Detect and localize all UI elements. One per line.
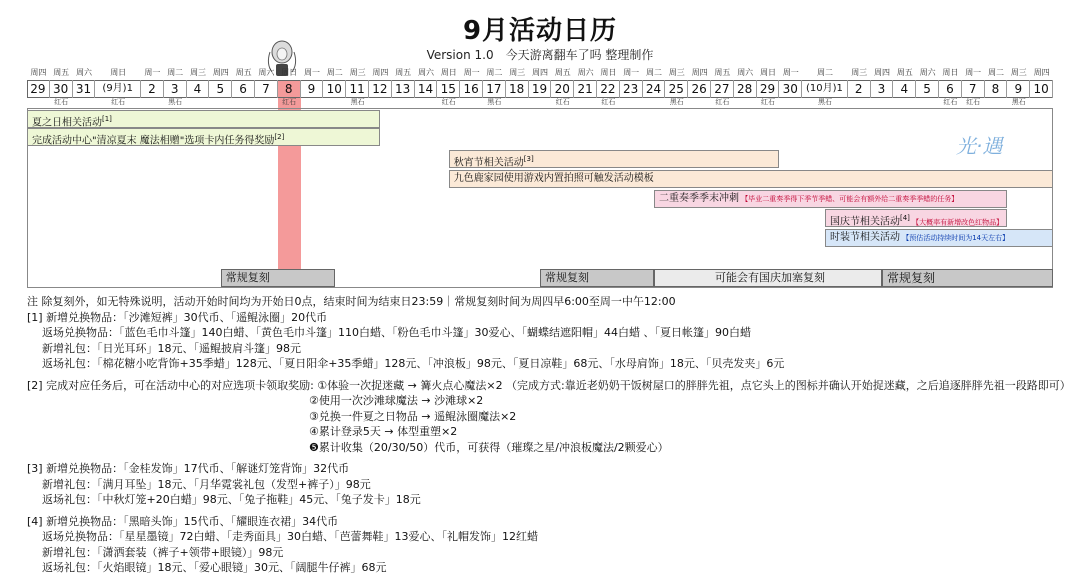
event-note-ref: [3] <box>523 155 534 163</box>
candle-marker: 红石 <box>966 98 981 106</box>
weekday-label: 周日 <box>281 68 298 77</box>
weekday-label: 周四 <box>1033 68 1050 77</box>
weekday-label: 周日 <box>440 68 457 77</box>
weekday-label: 周五 <box>53 68 70 77</box>
brand-mark: 光·遇 <box>956 134 1003 158</box>
refresh-bar: 常规复刻 <box>221 269 335 287</box>
day-number-cell: 4 <box>893 80 916 98</box>
day-number-cell: 29 <box>27 80 50 98</box>
day-number-cell: (10月)1 <box>802 80 848 98</box>
event-bar-label: 国庆节相关活动 <box>830 216 900 227</box>
event-note-ref: [2] <box>274 133 285 141</box>
weekday-label: 周五 <box>554 68 571 77</box>
weekday-label: 周二 <box>486 68 503 77</box>
weekday-label: 周六 <box>577 68 594 77</box>
note-1-line: 新增礼包：「日光耳环」18元、「遥鲲披肩斗篷」98元 <box>42 341 301 355</box>
day-number-cell: 3 <box>871 80 894 98</box>
note-2-line: ③兑换一件夏之日物品 → 遥鲲泳圈魔法×2 <box>309 409 517 423</box>
weekday-label: 周日 <box>600 68 617 77</box>
weekday-label: 周六 <box>417 68 434 77</box>
event-bar-moon <box>449 150 780 168</box>
candle-marker: 红石 <box>943 98 958 106</box>
weekday-label: 周五 <box>714 68 731 77</box>
weekday-label: 周四 <box>691 68 708 77</box>
candle-marker: 黑石 <box>487 98 502 106</box>
weekday-label: 周二 <box>326 68 343 77</box>
candle-marker: 黑石 <box>1011 98 1026 106</box>
note-2-line: ❺累计收集（20/30/50）代币，可获得（璀璨之星/冲浪板魔法/2颗爱心） <box>309 440 669 454</box>
weekday-label: 周二 <box>645 68 662 77</box>
notes-section <box>27 294 1071 576</box>
note-3-line: [3] 新增兑换物品：「金桂发饰」17代币、「解谜灯笼背饰」32代币 <box>27 462 350 475</box>
day-number-cell: 30 <box>779 80 802 98</box>
event-bar-fashion <box>825 229 1053 247</box>
event-extra-note: 【毕业二重奏季得下季节季蜡、可能会有额外给二重奏季季蜡的任务】 <box>739 195 959 203</box>
day-number-cell: 2 <box>141 80 164 98</box>
candle-marker: 红石 <box>441 98 456 106</box>
event-bar-deer <box>449 170 1053 188</box>
refresh-bar: 常规复刻 <box>540 269 654 287</box>
event-extra-note: 【大概率有新增改色红物品】 <box>909 218 1004 227</box>
weekday-label: 周三 <box>349 68 366 77</box>
day-number-cell: 28 <box>734 80 757 98</box>
day-number-cell: 5 <box>916 80 939 98</box>
candle-marker: 红石 <box>282 98 297 106</box>
day-number-cell: 26 <box>688 80 711 98</box>
day-number-cell: 24 <box>643 80 666 98</box>
candle-marker: 红石 <box>54 98 69 106</box>
day-number-cell: 13 <box>392 80 415 98</box>
weekday-label: 周日 <box>759 68 776 77</box>
day-number-cell: 16 <box>460 80 483 98</box>
candle-marker: 红石 <box>715 98 730 106</box>
weekday-label: 周一 <box>782 68 799 77</box>
weekday-label: 周日 <box>110 68 127 77</box>
day-number-cell: 25 <box>665 80 688 98</box>
weekday-label: 周一 <box>144 68 161 77</box>
day-number-cell: 8 <box>985 80 1008 98</box>
note-4-line: 返场兑换物品：「星星墨镜」72白蜡、「走秀面具」30白蜡、「芭蕾舞鞋」13爱心、「礼帽发饰」12红蜡 <box>42 530 538 543</box>
day-number-cell: 22 <box>597 80 620 98</box>
event-bar-label: 九色鹿家园使用游戏内置拍照可触发活动模板 <box>453 173 654 184</box>
weekday-label: 周三 <box>189 68 206 77</box>
day-number-cell: 4 <box>187 80 210 98</box>
event-extra-note: 【预估活动持续时间为14天左右】 <box>900 234 1010 242</box>
weekday-label: 周二 <box>167 68 184 77</box>
event-bar-duet <box>654 190 1007 208</box>
weekday-label: 周一 <box>623 68 640 77</box>
weekday-label: 周一 <box>303 68 320 77</box>
weekday-label: 周五 <box>235 68 252 77</box>
day-number-cell: 18 <box>506 80 529 98</box>
note-2-head: [2] 完成对应任务后，可在活动中心的对应选项卡领取奖励: ①体验一次捉迷藏 → 篝火点心魔法×2 （完成方式:靠近老奶奶干饭树屋口的胖胖先祖，点它头上的图标并确认开始捉迷藏，之后追逐胖胖先祖一段路即可） <box>27 378 1071 392</box>
candle-marker: 红石 <box>601 98 616 106</box>
day-number-cell: 5 <box>209 80 232 98</box>
day-number-cell: 27 <box>711 80 734 98</box>
day-number-cell: 17 <box>483 80 506 98</box>
day-number-cell: 3 <box>164 80 187 98</box>
weekday-label: 周三 <box>509 68 526 77</box>
weekday-label: 周四 <box>531 68 548 77</box>
day-number-cell: 21 <box>574 80 597 98</box>
candle-marker: 红石 <box>760 98 775 106</box>
note-1-line: 返场兑换物品：「蓝色毛巾斗篷」140白蜡、「黄色毛巾斗篷」110白蜡、「粉色毛巾斗篷」30爱心、「蝴蝶结遮阳帽」44白蜡 、「夏日帐篷」90白蜡 <box>42 326 751 339</box>
weekday-label: 周一 <box>965 68 982 77</box>
note-1-line: 返场礼包：「棉花糖小吃背饰+35季蜡」128元、「夏日阳伞+35季蜡」128元、「冲浪板」98元、「夏日凉鞋」68元、「水母肩饰」18元、「贝壳发夹」6元 <box>42 357 785 370</box>
event-bar-national <box>825 209 1007 227</box>
day-number-cell: 31 <box>73 80 96 98</box>
candle-marker: 黑石 <box>168 98 183 106</box>
note-4-line: 返场礼包：「火焰眼镜」18元、「爱心眼镜」30元、「阔腿牛仔裤」68元 <box>42 561 387 574</box>
weekday-label: 周四 <box>372 68 389 77</box>
day-number-cell: 11 <box>346 80 369 98</box>
weekday-label: 周六 <box>737 68 754 77</box>
event-bar-label: 二重奏季季末冲刺 <box>659 193 739 204</box>
note-3-line: 新增礼包：「满月耳坠」18元、「月华霓裳礼包（发型+裤子）」98元 <box>42 477 371 491</box>
event-note-ref: [4] <box>900 214 910 222</box>
event-bar-cool <box>27 128 380 146</box>
candle-marker: 黑石 <box>817 98 832 106</box>
weekday-label: 周四 <box>30 68 47 77</box>
event-bar-label: 时装节相关活动 <box>830 232 900 243</box>
weekday-label: 周二 <box>987 68 1004 77</box>
note-2-line: ④累计登录5天 → 体型重塑×2 <box>309 425 458 438</box>
weekday-label: 周四 <box>212 68 229 77</box>
day-number-cell: 12 <box>369 80 392 98</box>
note-4-line: 新增礼包：「潇洒套装（裤子+领带+眼镜）」98元 <box>42 545 284 559</box>
weekday-label: 周五 <box>395 68 412 77</box>
weekday-label: 周六 <box>919 68 936 77</box>
day-number-cell: 10 <box>323 80 346 98</box>
weekday-label: 周六 <box>258 68 275 77</box>
candle-marker: 红石 <box>555 98 570 106</box>
note-2-line: ②使用一次沙滩球魔法 → 沙滩球×2 <box>309 394 484 407</box>
day-number-cell: 10 <box>1030 80 1053 98</box>
day-number-cell: 8 <box>278 80 301 98</box>
day-number-cell: 6 <box>939 80 962 98</box>
event-bar-label: 夏之日相关活动 <box>32 117 102 128</box>
day-number-cell: 20 <box>551 80 574 98</box>
day-number-cell: 2 <box>848 80 871 98</box>
weekday-label: 周四 <box>873 68 890 77</box>
day-number-cell: 30 <box>50 80 73 98</box>
candle-marker-row <box>27 97 1053 108</box>
day-number-cell: 23 <box>620 80 643 98</box>
day-number-cell: 15 <box>437 80 460 98</box>
day-number-cell: 29 <box>757 80 780 98</box>
page-title: 9月活动日历 <box>462 16 618 46</box>
weekday-label: 周三 <box>1010 68 1027 77</box>
notes-intro: 注 除复刻外，如无特殊说明，活动开始时间均为开始日0点，结束时间为结束日23:59｜常规复刻时间为周四早6:00至周一中午12:00 <box>27 295 676 308</box>
event-bar-label: 秋宵节相关活动 <box>453 157 524 168</box>
refresh-bar: 可能会有国庆加塞复刻 <box>654 269 882 287</box>
event-bar-label: 完成活动中心"清凉夏末 魔法相赠"选项卡内任务得奖励 <box>32 135 275 146</box>
candle-marker: 黑石 <box>350 98 365 106</box>
weekday-label: 周五 <box>896 68 913 77</box>
day-number-cell: 14 <box>415 80 438 98</box>
day-number-cell: 6 <box>232 80 255 98</box>
weekday-label: 周二 <box>816 68 833 77</box>
day-number-cell: 7 <box>255 80 278 98</box>
weekday-label: 周一 <box>463 68 480 77</box>
candle-marker: 黑石 <box>669 98 684 106</box>
weekday-header-row <box>27 67 1053 81</box>
event-bar-summer <box>27 110 380 128</box>
candle-marker: 红石 <box>111 98 126 106</box>
day-number-cell: 7 <box>962 80 985 98</box>
event-note-ref: [1] <box>102 115 112 123</box>
note-1-line: [1] 新增兑换物品：「沙滩短裤」30代币、「遥鲲泳圈」20代币 <box>27 310 328 324</box>
day-number-cell: (9月)1 <box>95 80 141 98</box>
day-number-cell: 9 <box>1007 80 1030 98</box>
day-number-cell: 9 <box>301 80 324 98</box>
weekday-label: 周三 <box>668 68 685 77</box>
weekday-label: 周日 <box>942 68 959 77</box>
weekday-label: 周三 <box>851 68 868 77</box>
weekday-label: 周六 <box>75 68 92 77</box>
note-4-line: [4] 新增兑换物品：「黑暗头饰」15代币、「耀眼连衣裙」34代币 <box>27 514 339 528</box>
page-subtitle: Version 1.0 今天游离翻车了吗 整理制作 <box>426 48 654 62</box>
refresh-bar: 常规复刻 <box>882 269 1053 287</box>
day-number-cell: 19 <box>529 80 552 98</box>
note-3-line: 返场礼包：「中秋灯笼+20白蜡」98元、「兔子拖鞋」45元、「兔子发卡」18元 <box>42 493 421 506</box>
